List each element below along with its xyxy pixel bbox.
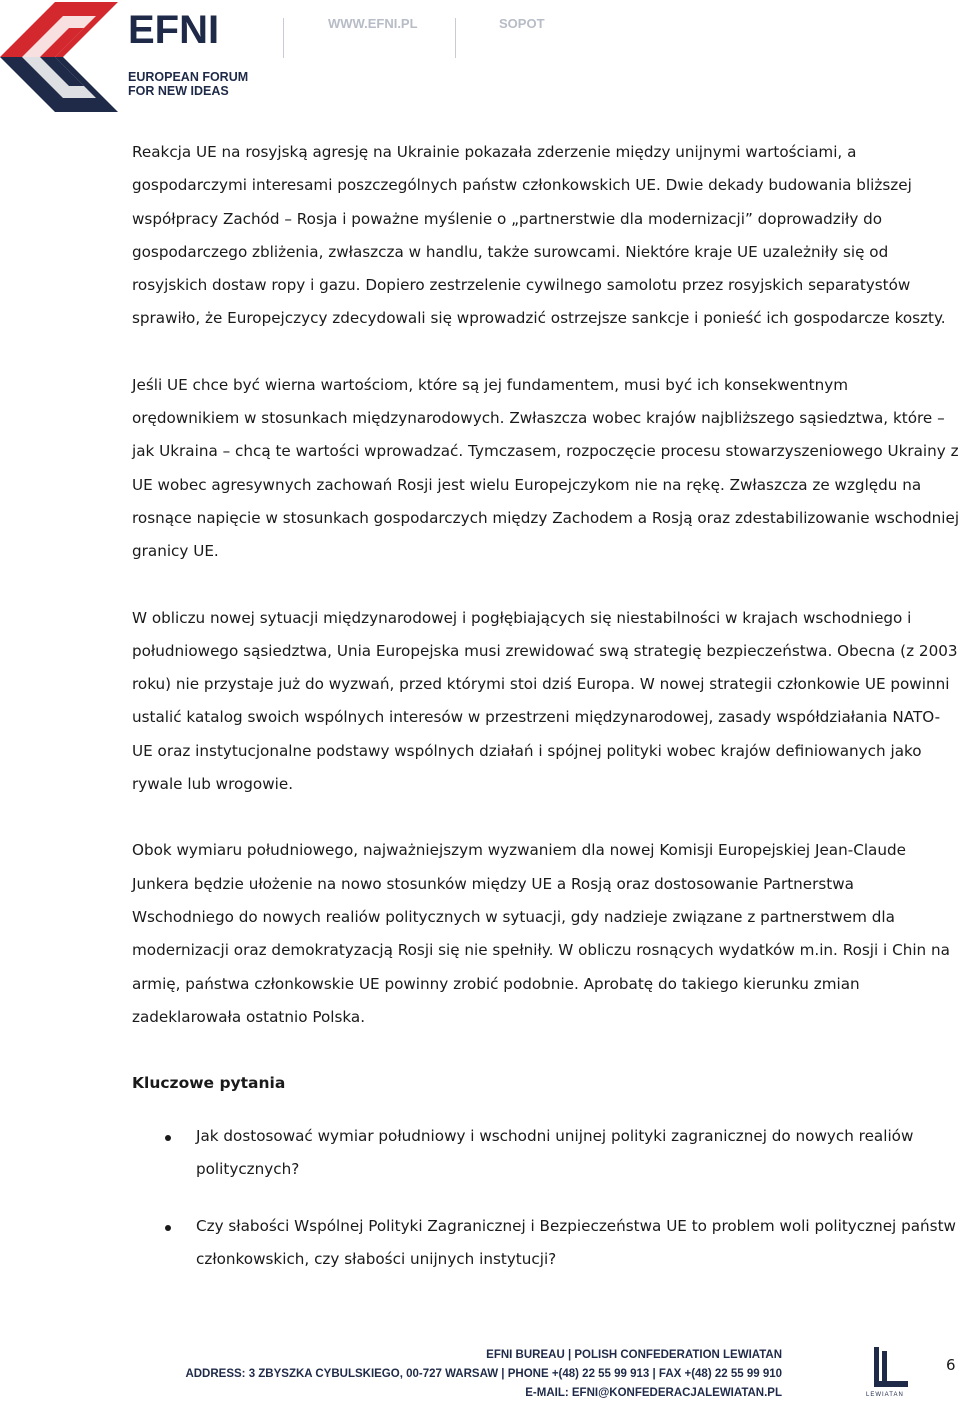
paragraph: W obliczu nowej sytuacji międzynarodowej i pogłębiających się niestabilności w krajach wschodniego i południowego sąsiedztwa, Unia Europejska musi zrewidować swą strategię bezpieczeństwa. Obecna (z 2003 roku) nie przystaje już do wyzwań, przed którymi stoi dziś Europa. W nowej strategii członkowie UE powinni ustalić katalog swoich wspólnych interesów w przestrzeni międzynarodowej, zasady współdziałania NATO-UE oraz instytucjonalne podstawy wspólnych działań i spójnej polityki wobec krajów definiowanych jako rywale lub wrogowie. [132, 608, 958, 794]
footer-address: ADDRESS: 3 ZBYSZKA CYBULSKIEGO, 00-727 WARSAW | PHONE +(48) 22 55 99 913 | FAX +(48) 22 55 99 910 [185, 1368, 782, 1380]
list-item [132, 1120, 960, 1187]
header-city: SOPOT [499, 16, 545, 31]
section-heading: Kluczowe pytania [132, 1074, 286, 1093]
footer-email[interactable]: E-MAIL: EFNI@KONFEDERACJALEWIATAN.PL [525, 1387, 782, 1399]
paragraph: Obok wymiaru południowego, najważniejszym wyzwaniem dla nowej Komisji Europejskiej Jean-Claude Junkera będzie ułożenie na nowo stosunków między UE a Rosją oraz dostosowanie Partnerstwa Wschodniego do nowych realiów politycznych w sytuacji, gdy nadzieje związane z partnerstwem dla modernizacji oraz demokratyzacją Rosji się nie spełniły. W obliczu rosnących wydatków m.in. Rosji i Chin na armię, państwa członkowskie UE powinny zrobić podobnie. Aprobatę do takiego kierunku zmian zadeklarowała ostatnio Polska. [132, 841, 950, 1026]
bullet-icon [165, 1225, 171, 1231]
header-divider [455, 18, 456, 58]
logo-subtitle [128, 70, 248, 98]
document-body [132, 136, 960, 1299]
page-number: 6 [946, 1356, 956, 1374]
page-header [0, 0, 960, 115]
question-text: Jak dostosować wymiar południowy i wschodni unijnej polityki zagranicznej do nowych realiów politycznych? [196, 1127, 914, 1179]
bullet-icon [165, 1135, 171, 1141]
lewiatan-logo-text: LEWIATAN [866, 1392, 904, 1398]
question-text: Czy słabości Wspólnej Polityki Zagranicznej i Bezpieczeństwa UE to problem woli politycznej państw członkowskich, czy słabości unijnych instytucji? [196, 1216, 956, 1269]
logo-subtitle-line2: FOR NEW IDEAS [128, 84, 229, 98]
footer-bureau: EFNI BUREAU | POLISH CONFEDERATION LEWIATAN [486, 1349, 782, 1361]
header-website[interactable]: WWW.EFNI.PL [328, 16, 418, 31]
list-item [132, 1210, 960, 1277]
header-divider [283, 18, 284, 58]
paragraph: Reakcja UE na rosyjską agresję na Ukrainie pokazała zderzenie między unijnymi wartościami, a gospodarczymi interesami poszczególnych państw członkowskich UE. Dwie dekady budowania bliższej współpracy Zachód – Rosja i poważne myślenie o „partnerstwie dla modernizacji” doprowadziły do gospodarczego zbliżenia, zwłaszcza w handlu, także surowcami. Niektóre kraje UE uzależniły się od rosyjskich dostaw ropy i gazu. Dopiero zestrzelenie cywilnego samolotu przez rosyjskich separatystów sprawiło, że Europejczycy zdecydowali się wprowadzić ostrzejsze sankcje i ponieść ich gospodarcze koszty. [132, 143, 946, 328]
paragraph: Jeśli UE chce być wierna wartościom, które są jej fundamentem, musi być ich konsekwentnym orędownikiem w stosunkach międzynarodowych. Zwłaszcza wobec krajów najbliższego sąsiedztwa, które – jak Ukraina – chcą te wartości wprowadzać. Tymczasem, rozpoczęcie procesu stowarzyszeniowego Ukrainy z UE wobec agresywnych zachowań Rosji jest wielu Europejczykom nie na rękę. Zwłaszcza ze względu na rosnące napięcie w stosunkach gospodarczych między Zachodem a Rosją oraz zdestabilizowanie wschodniej granicy UE. [132, 375, 960, 561]
key-questions-list [132, 1120, 960, 1276]
logo-subtitle-line1: EUROPEAN FORUM [128, 70, 249, 84]
lewiatan-logo-icon [868, 1345, 912, 1391]
logo-title: EFNI [128, 8, 220, 52]
efni-logo-icon [0, 2, 118, 112]
